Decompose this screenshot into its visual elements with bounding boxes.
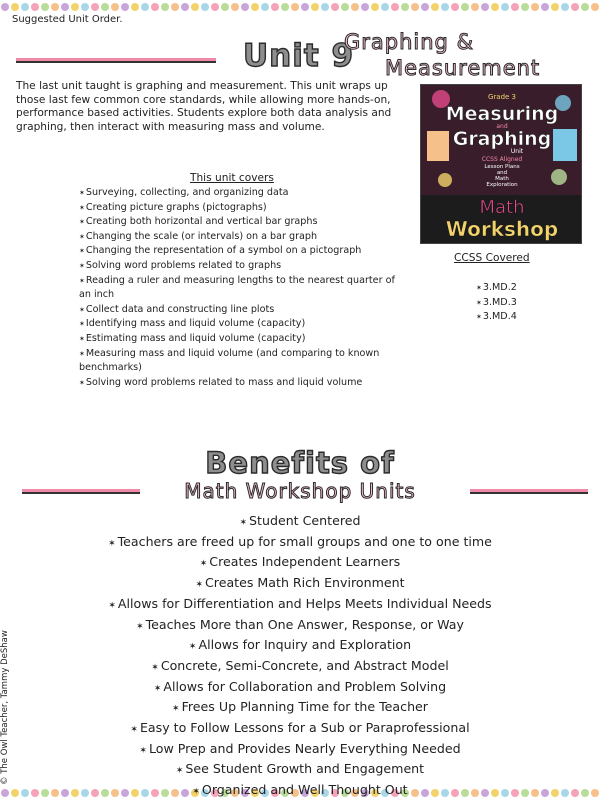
benefit-item: ✶ Creates Math Rich Environment xyxy=(0,574,600,595)
cover-title-line-1: Measuring xyxy=(445,103,559,125)
suggested-order-label: Suggested Unit Order. xyxy=(12,14,123,25)
benefit-item: ✶ Teaches More than One Answer, Response, or Way xyxy=(0,616,600,637)
cover-line-2: and xyxy=(496,170,508,176)
unit-covers-item: ✶ Changing the scale (or intervals) on a bar graph xyxy=(79,230,409,245)
unit-covers-item: ✶ Identifying mass and liquid volume (capacity) xyxy=(79,317,409,332)
unit-intro-paragraph: The last unit taught is graphing and measurement. This unit wraps up those last few common core standards, while allowing more hands-on, performance based activities. Students explore both data analysis and graphing, then interact with measuring mass and volume. xyxy=(16,80,392,133)
benefit-item: ✶ See Student Growth and Engagement xyxy=(0,760,600,781)
unit-covers-heading: This unit covers xyxy=(190,172,274,184)
unit-covers-item: ✶ Changing the representation of a symbol on a pictograph xyxy=(79,244,409,259)
title-divider-left xyxy=(16,58,216,63)
unit-covers-item: ✶ Surveying, collecting, and organizing data xyxy=(79,186,409,201)
benefit-item: ✶ Concrete, Semi-Concrete, and Abstract Model xyxy=(0,657,600,678)
benefit-item: ✶ Allows for Differentiation and Helps Meets Individual Needs xyxy=(0,595,600,616)
benefit-item: ✶ Allows for Inquiry and Exploration xyxy=(0,636,600,657)
polka-dot-border-top xyxy=(0,0,600,14)
unit-covers-item: ✶ Measuring mass and liquid volume (and comparing to known benchmarks) xyxy=(79,347,409,376)
benefits-subtitle: Math Workshop Units xyxy=(184,479,416,503)
unit-covers-item: ✶ Solving word problems related to mass and liquid volume xyxy=(79,376,409,391)
cover-brand-line-2: Workshop xyxy=(445,217,559,241)
unit-number-title: Unit 9 xyxy=(243,38,355,74)
copyright-credit: © The Owl Teacher, Tammy DeShaw xyxy=(0,630,10,785)
ccss-standard-item: ✶ 3.MD.3 xyxy=(476,296,517,311)
product-cover-image xyxy=(420,84,582,244)
unit-covers-item: ✶ Creating picture graphs (pictographs) xyxy=(79,201,409,216)
cover-unit-text: Unit xyxy=(510,148,524,155)
benefit-item: ✶ Organized and Well Thought Out xyxy=(0,781,600,800)
cover-line-4: Exploration xyxy=(486,182,518,188)
cover-brand-line-1: Math xyxy=(479,197,525,218)
unit-covers-item: ✶ Creating both horizontal and vertical bar graphs xyxy=(79,215,409,230)
ccss-standards-list xyxy=(476,281,517,325)
benefit-item: ✶ Creates Independent Learners xyxy=(0,553,600,574)
cover-and-text: and xyxy=(496,123,508,130)
unit-topic-line-1: Graphing & xyxy=(344,30,474,54)
ccss-covered-heading: CCSS Covered xyxy=(454,252,530,264)
cover-line-3: Math xyxy=(495,176,509,182)
unit-covers-item: ✶ Collect data and constructing line plots xyxy=(79,303,409,318)
unit-covers-list xyxy=(79,186,409,390)
benefit-item: ✶ Low Prep and Provides Nearly Everything Needed xyxy=(0,740,600,761)
cover-grade-text: Grade 3 xyxy=(487,93,517,101)
benefit-item: ✶ Teachers are freed up for small groups and one to one time xyxy=(0,533,600,554)
ccss-standard-item: ✶ 3.MD.4 xyxy=(476,310,517,325)
unit-covers-item: ✶ Estimating mass and liquid volume (capacity) xyxy=(79,332,409,347)
ccss-standard-item: ✶ 3.MD.2 xyxy=(476,281,517,296)
benefits-divider-right xyxy=(470,489,588,494)
unit-covers-item: ✶ Reading a ruler and measuring lengths to the nearest quarter of an inch xyxy=(79,274,409,303)
benefits-list xyxy=(0,512,600,800)
cover-ccss-text: CCSS Aligned xyxy=(481,156,523,163)
benefit-item: ✶ Frees Up Planning Time for the Teacher xyxy=(0,698,600,719)
cover-title-line-2: Graphing xyxy=(452,128,552,150)
unit-topic-line-2: Measurement xyxy=(385,56,541,80)
cover-line-1: Lesson Plans xyxy=(484,164,520,170)
benefit-item: ✶ Easy to Follow Lessons for a Sub or Paraprofessional xyxy=(0,719,600,740)
benefit-item: ✶ Allows for Collaboration and Problem Solving xyxy=(0,678,600,699)
benefits-title: Benefits of xyxy=(205,446,395,480)
benefit-item: ✶ Student Centered xyxy=(0,512,600,533)
unit-covers-item: ✶ Solving word problems related to graphs xyxy=(79,259,409,274)
